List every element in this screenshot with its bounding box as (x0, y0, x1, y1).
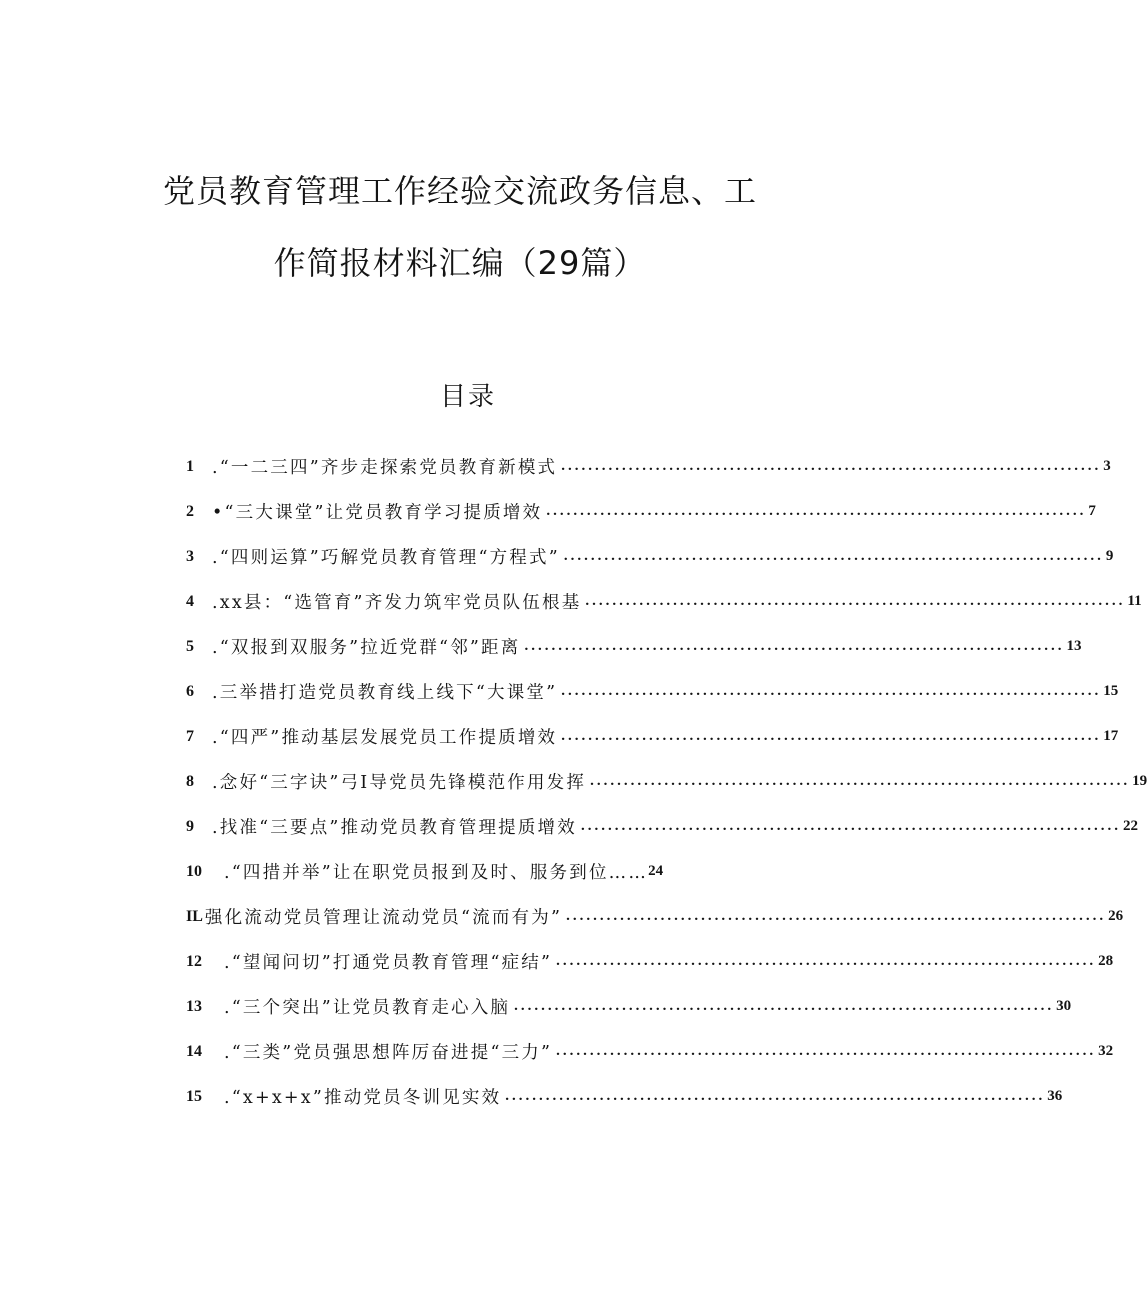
toc-entry-page: 19 (1132, 773, 1147, 789)
toc-entry-number: 8 (186, 772, 194, 790)
toc-entry-title: .“三类”党员强思想阵厉奋进提“三力” (224, 1043, 553, 1063)
toc-entry-8[interactable] (186, 759, 1147, 804)
toc-entry-title: .“x+x+x”推动党员冬训见实效 (224, 1088, 502, 1108)
toc-entry-12[interactable] (186, 939, 1114, 984)
toc-heading: 目录 (439, 382, 496, 412)
toc-dot-leader: ................................................................................ (505, 1088, 1046, 1104)
toc-dot-leader: ................................................................................ (556, 953, 1097, 969)
toc-entry-title: .“四措并举”让在职党员报到及时、服务到位…… (224, 863, 649, 883)
toc-entry-number: 7 (186, 727, 194, 745)
toc-dot-leader: ................................................................................ (546, 503, 1087, 519)
toc-entry-4[interactable] (186, 579, 1142, 624)
toc-entry-number: 13 (186, 997, 202, 1015)
toc-entry-title: .“望闻问切”打通党员教育管理“症结” (224, 953, 553, 973)
toc-entry-15[interactable] (186, 1074, 1063, 1119)
toc-entry-page: 32 (1098, 1043, 1114, 1059)
toc-entry-number: 6 (186, 682, 194, 700)
toc-entry-11[interactable] (186, 894, 1124, 939)
toc-entry-number: 4 (186, 592, 194, 610)
toc-entry-title: .找准“三要点”推动党员教育管理提质增效 (212, 818, 577, 838)
toc-dot-leader: ................................................................................ (556, 1043, 1097, 1059)
toc-entry-title: •“三大课堂”让党员教育学习提质增效 (212, 503, 543, 523)
toc-entry-number: 2 (186, 502, 194, 520)
toc-entry-title: .“四严”推动基层发展党员工作提质增效 (212, 728, 558, 748)
toc-dot-leader: ................................................................................ (566, 908, 1107, 924)
document-title-line-1: 党员教育管理工作经验交流政务信息、工 (162, 172, 757, 210)
toc-entry-number: 10 (186, 862, 202, 880)
toc-entry-page: 22 (1122, 818, 1138, 834)
toc-entry-number: 3 (186, 547, 194, 565)
toc-entry-number: 9 (186, 817, 194, 835)
toc-entry-title: .念好“三字诀”弓I导党员先锋模范作用发挥 (212, 773, 587, 793)
toc-entry-title: .“一二三四”齐步走探索党员教育新模式 (212, 458, 558, 478)
toc-entry-10[interactable] (186, 849, 776, 894)
toc-entry-1[interactable] (186, 444, 1111, 489)
toc-entry-page: 15 (1103, 683, 1119, 699)
toc-entry-page: 11 (1127, 593, 1142, 609)
toc-entry-title: .“双报到双服务”拉近党群“邻”距离 (212, 638, 521, 658)
toc-dot-leader: ................................................................................ (585, 593, 1126, 609)
toc-entry-number: 5 (186, 637, 194, 655)
toc-entry-7[interactable] (186, 714, 1119, 759)
toc-entry-3[interactable] (186, 534, 1114, 579)
toc-entry-title: .“四则运算”巧解党员教育管理“方程式” (212, 548, 560, 568)
toc-entry-number: 14 (186, 1042, 202, 1060)
table-of-contents (186, 444, 1147, 1119)
toc-entry-2[interactable] (186, 489, 1096, 534)
toc-entry-page: 26 (1108, 908, 1124, 924)
toc-entry-title: 强化流动党员管理让流动党员“流而有为” (204, 908, 563, 928)
toc-entry-page: 24 (648, 863, 664, 879)
toc-entry-page: 28 (1098, 953, 1114, 969)
toc-entry-number: 12 (186, 952, 202, 970)
toc-entry-number: 1 (186, 457, 194, 475)
toc-entry-page: 7 (1088, 503, 1096, 519)
toc-dot-leader: ................................................................................ (590, 773, 1131, 789)
toc-dot-leader: ................................................................................ (524, 638, 1065, 654)
toc-dot-leader: ................................................................................ (561, 683, 1102, 699)
toc-entry-title: .xx县：“选管育”齐发力筑牢党员队伍根基 (212, 593, 582, 613)
toc-entry-page: 17 (1103, 728, 1119, 744)
toc-dot-leader: ................................................................................ (563, 548, 1104, 564)
toc-entry-number: IL (186, 907, 203, 925)
toc-dot-leader: ................................................................................ (514, 998, 1055, 1014)
toc-entry-9[interactable] (186, 804, 1138, 849)
toc-entry-title: .“三个突出”让党员教育走心入脑 (224, 998, 511, 1018)
toc-entry-14[interactable] (186, 1029, 1114, 1074)
toc-entry-6[interactable] (186, 669, 1119, 714)
toc-entry-page: 9 (1105, 548, 1114, 564)
toc-entry-13[interactable] (186, 984, 1072, 1029)
toc-entry-page: 36 (1047, 1088, 1063, 1104)
toc-dot-leader: ................................................................................ (561, 728, 1102, 744)
toc-entry-page: 3 (1103, 458, 1111, 474)
toc-entry-title: .三举措打造党员教育线上线下“大课堂” (212, 683, 558, 703)
toc-dot-leader: ................................................................................ (561, 458, 1102, 474)
toc-entry-page: 30 (1056, 998, 1072, 1014)
toc-dot-leader: ................................................................................ (580, 818, 1121, 834)
toc-entry-number: 15 (186, 1087, 202, 1105)
toc-entry-5[interactable] (186, 624, 1082, 669)
document-title-line-2: 作简报材料汇编（29篇） (273, 244, 647, 282)
toc-entry-page: 13 (1066, 638, 1082, 654)
